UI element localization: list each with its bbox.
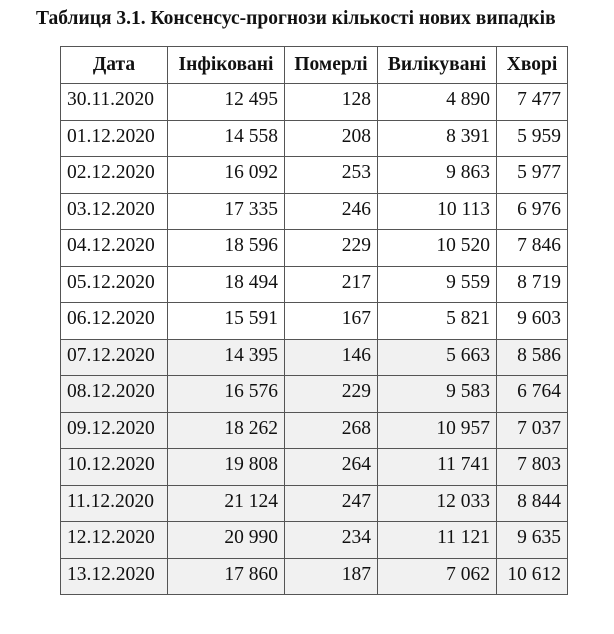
cell-recovered: 10 113 xyxy=(378,193,497,230)
cell-deaths: 253 xyxy=(285,157,378,194)
table-row xyxy=(61,339,568,376)
cell-sick: 5 959 xyxy=(497,120,568,157)
table-row xyxy=(61,157,568,194)
cell-recovered: 5 821 xyxy=(378,303,497,340)
cell-sick: 6 764 xyxy=(497,376,568,413)
cell-sick: 7 846 xyxy=(497,230,568,267)
header-deaths: Померлі xyxy=(285,47,378,84)
cell-date: 06.12.2020 xyxy=(61,303,168,340)
cell-sick: 7 037 xyxy=(497,412,568,449)
header-date: Дата xyxy=(61,47,168,84)
cell-sick: 8 719 xyxy=(497,266,568,303)
cell-infected: 14 395 xyxy=(168,339,285,376)
cell-sick: 8 586 xyxy=(497,339,568,376)
cell-deaths: 217 xyxy=(285,266,378,303)
cell-infected: 20 990 xyxy=(168,522,285,559)
cell-recovered: 9 863 xyxy=(378,157,497,194)
cell-sick: 7 803 xyxy=(497,449,568,486)
cell-recovered: 12 033 xyxy=(378,485,497,522)
cell-infected: 17 860 xyxy=(168,558,285,595)
cell-recovered: 9 583 xyxy=(378,376,497,413)
table-row xyxy=(61,266,568,303)
cell-deaths: 268 xyxy=(285,412,378,449)
cell-date: 01.12.2020 xyxy=(61,120,168,157)
cell-sick: 6 976 xyxy=(497,193,568,230)
cell-infected: 21 124 xyxy=(168,485,285,522)
cell-infected: 16 092 xyxy=(168,157,285,194)
header-recovered: Вилікувані xyxy=(378,47,497,84)
cell-deaths: 146 xyxy=(285,339,378,376)
cell-sick: 7 477 xyxy=(497,84,568,121)
cell-date: 10.12.2020 xyxy=(61,449,168,486)
cell-deaths: 247 xyxy=(285,485,378,522)
cell-recovered: 10 520 xyxy=(378,230,497,267)
header-sick: Хворі xyxy=(497,47,568,84)
cell-recovered: 11 741 xyxy=(378,449,497,486)
cell-recovered: 9 559 xyxy=(378,266,497,303)
cell-deaths: 264 xyxy=(285,449,378,486)
cell-sick: 8 844 xyxy=(497,485,568,522)
forecast-table xyxy=(60,46,568,595)
table-caption: Таблиця 3.1. Консенсус-прогнози кількості нових випадків xyxy=(36,8,556,29)
cell-deaths: 167 xyxy=(285,303,378,340)
table-row xyxy=(61,230,568,267)
cell-date: 12.12.2020 xyxy=(61,522,168,559)
cell-infected: 18 262 xyxy=(168,412,285,449)
cell-date: 02.12.2020 xyxy=(61,157,168,194)
table-row xyxy=(61,84,568,121)
cell-deaths: 128 xyxy=(285,84,378,121)
cell-sick: 5 977 xyxy=(497,157,568,194)
table-row xyxy=(61,449,568,486)
table-row xyxy=(61,303,568,340)
cell-date: 08.12.2020 xyxy=(61,376,168,413)
cell-infected: 14 558 xyxy=(168,120,285,157)
cell-deaths: 187 xyxy=(285,558,378,595)
cell-date: 07.12.2020 xyxy=(61,339,168,376)
cell-deaths: 234 xyxy=(285,522,378,559)
cell-recovered: 10 957 xyxy=(378,412,497,449)
cell-infected: 15 591 xyxy=(168,303,285,340)
cell-sick: 10 612 xyxy=(497,558,568,595)
table-row xyxy=(61,412,568,449)
cell-deaths: 208 xyxy=(285,120,378,157)
cell-sick: 9 635 xyxy=(497,522,568,559)
cell-recovered: 4 890 xyxy=(378,84,497,121)
cell-deaths: 229 xyxy=(285,376,378,413)
cell-sick: 9 603 xyxy=(497,303,568,340)
header-infected: Інфіковані xyxy=(168,47,285,84)
cell-date: 09.12.2020 xyxy=(61,412,168,449)
cell-date: 30.11.2020 xyxy=(61,84,168,121)
cell-date: 04.12.2020 xyxy=(61,230,168,267)
cell-recovered: 11 121 xyxy=(378,522,497,559)
cell-recovered: 7 062 xyxy=(378,558,497,595)
cell-deaths: 229 xyxy=(285,230,378,267)
cell-date: 11.12.2020 xyxy=(61,485,168,522)
table-row xyxy=(61,120,568,157)
cell-recovered: 5 663 xyxy=(378,339,497,376)
table-header-row xyxy=(61,47,568,84)
cell-date: 13.12.2020 xyxy=(61,558,168,595)
cell-deaths: 246 xyxy=(285,193,378,230)
table-row xyxy=(61,485,568,522)
cell-infected: 12 495 xyxy=(168,84,285,121)
cell-date: 05.12.2020 xyxy=(61,266,168,303)
cell-infected: 18 494 xyxy=(168,266,285,303)
table-row xyxy=(61,558,568,595)
table-row xyxy=(61,522,568,559)
cell-infected: 16 576 xyxy=(168,376,285,413)
cell-infected: 19 808 xyxy=(168,449,285,486)
table-row xyxy=(61,376,568,413)
table-row xyxy=(61,193,568,230)
cell-recovered: 8 391 xyxy=(378,120,497,157)
cell-infected: 18 596 xyxy=(168,230,285,267)
cell-infected: 17 335 xyxy=(168,193,285,230)
cell-date: 03.12.2020 xyxy=(61,193,168,230)
